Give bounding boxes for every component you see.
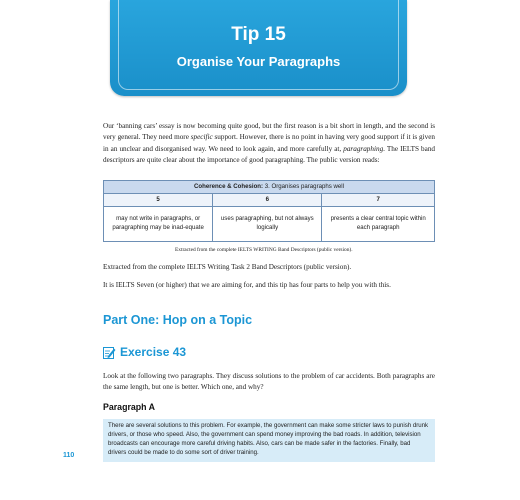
exercise-label: Exercise 43 [120,345,187,359]
intro-text-2: support. However, there is no point in having very good support if it is given in an unclear and disorganised way. We need to look again, and more carefully at, [103,133,435,153]
table-caption: Extracted from the complete IELTS WRITING Band Descriptors (public version). [175,247,353,253]
part-heading: Part One: Hop on a Topic [103,313,253,327]
intro-text-3: . The IELTS band descriptors are quite clear about the importance of good paragraphing. The public version reads: [103,144,436,165]
table-header-rest: 3. Organises paragraphs well [263,182,345,190]
exercise-instructions: Look at the following two paragraphs. They discuss solutions to the problem of car accidents. Both paragraphs are the same length, but one is better. Which one, and why? [103,372,435,392]
intro-paragraph [103,121,435,167]
band-5-descriptor: may not write in paragraphs, or paragraphing may be inad-equate [104,207,213,242]
band-level-5: 5 [104,194,213,207]
paragraph-a-box: There are several solutions to this problem. For example, the government can make some stricter laws to punish drunk drivers, or those who speed. Also, the government can spend money improving the bad roads. In addition, television broadcasts can encourage more careful driving habits. Also, cars can be made safer in the factories. Finally, bad drivers could be made to do some sort of driver training. [103,419,435,462]
tip-subtitle: Organise Your Paragraphs [176,54,341,69]
band-level-7: 7 [322,194,435,207]
band-descriptor-table [103,180,435,242]
tip-banner [110,0,407,96]
band-level-6: 6 [213,194,322,207]
tip-title: Tip 15 [231,24,286,45]
aim-paragraph: It is IELTS Seven (or higher) that we are aiming for, and this tip has four parts to help you with this. [103,281,391,289]
intro-emphasis-specific: specific [190,133,213,142]
paragraph-a-heading: Paragraph A [103,402,155,412]
page-number: 110 [63,452,75,459]
source-paragraph: Extracted from the complete IELTS Writing Task 2 Band Descriptors (public version). [103,263,352,271]
intro-text-1: Our ‘banning cars’ essay is now becoming quite good, but the first reason is a bit short in length, and the second is very general. They need more [103,122,435,142]
band-7-descriptor: presents a clear central topic within each paragraph [322,207,435,242]
pencil-icon [103,346,116,359]
exercise-heading [103,345,186,359]
table-header [104,181,435,194]
table-header-bold: Coherence & Cohesion: [193,182,264,190]
band-6-descriptor: uses paragraphing, but not always logically [213,207,322,242]
intro-emphasis-paragraphing: paragraphing [343,144,384,153]
